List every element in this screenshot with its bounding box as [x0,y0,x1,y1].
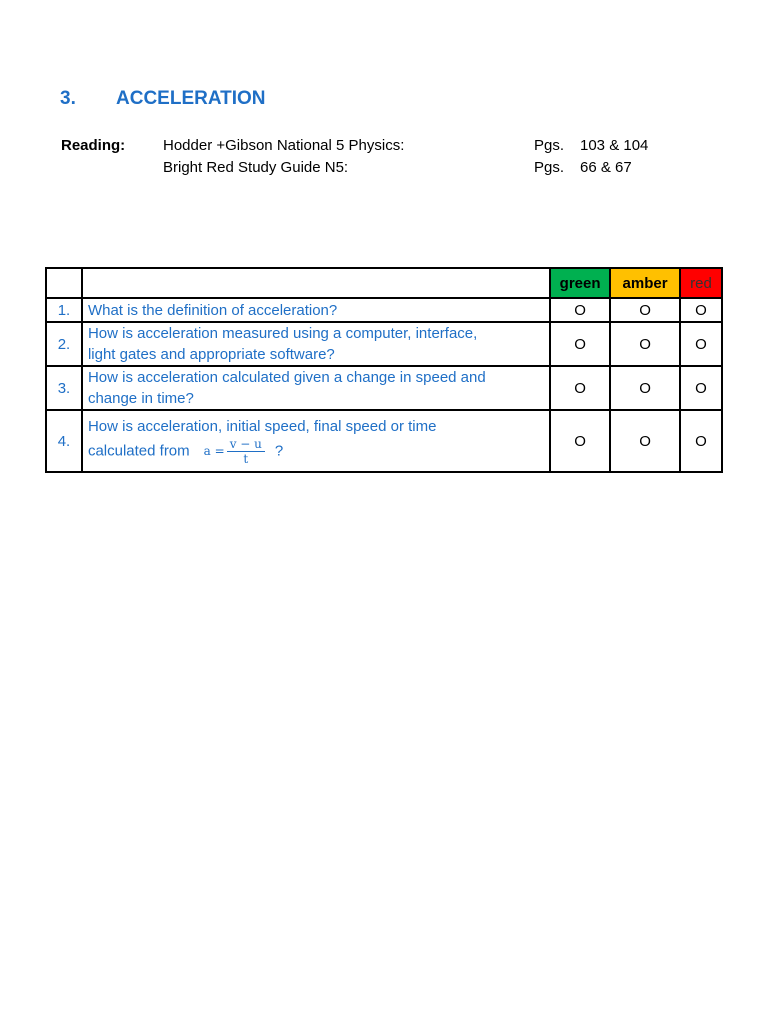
red-option[interactable]: O [680,322,722,366]
section-title: ACCELERATION [116,88,266,109]
amber-option[interactable]: O [610,410,680,472]
book-title: Hodder +Gibson National 5 Physics: [163,137,405,154]
question-line: change in time? [87,390,194,407]
green-option[interactable]: O [550,298,610,322]
green-option[interactable]: O [550,322,610,366]
question-line: How is acceleration, initial speed, final speed or time [87,418,437,435]
question-line: How is acceleration measured using a computer, interface, [87,325,478,342]
table-row [46,410,722,472]
page-numbers: 66 & 67 [580,159,632,176]
reading-list [61,135,701,179]
question-line: calculated from [87,442,190,460]
header-blank-question [82,268,550,298]
section-number: 3. [60,88,76,109]
reading-label: Reading: [61,137,126,154]
question-text [82,366,550,410]
formula-fraction [227,437,265,466]
row-number: 3. [46,366,82,410]
green-option[interactable]: O [550,410,610,472]
row-number: 2. [46,322,82,366]
red-option[interactable]: O [680,410,722,472]
green-option[interactable]: O [550,366,610,410]
header-red: red [680,268,722,298]
amber-option[interactable]: O [610,298,680,322]
question-end: ? [274,442,284,460]
reading-row [61,135,701,157]
book-title: Bright Red Study Guide N5: [163,159,349,176]
table-header-row [46,268,722,298]
table-row [46,298,722,322]
reading-row [61,157,701,179]
table-row [46,322,722,366]
question-line: What is the definition of acceleration? [87,301,338,319]
formula-denominator: t [243,452,249,466]
question-line: light gates and appropriate software? [87,346,335,363]
header-blank-num [46,268,82,298]
page-numbers: 103 & 104 [580,137,649,154]
red-option[interactable]: O [680,366,722,410]
formula-lhs: a = [203,444,225,458]
question-text [82,322,550,366]
table-row [46,366,722,410]
rag-table [45,267,723,473]
header-green: green [550,268,610,298]
header-amber: amber [610,268,680,298]
formula-numerator: v − u [227,437,265,452]
row-number: 1. [46,298,82,322]
question-line: How is acceleration calculated given a change in speed and [87,369,486,386]
pgs-label: Pgs. [534,137,565,154]
question-text [82,298,550,322]
acceleration-formula [204,437,265,466]
row-number: 4. [46,410,82,472]
amber-option[interactable]: O [610,366,680,410]
red-option[interactable]: O [680,298,722,322]
pgs-label: Pgs. [534,159,565,176]
question-text [82,410,550,472]
section-heading [60,88,266,110]
amber-option[interactable]: O [610,322,680,366]
